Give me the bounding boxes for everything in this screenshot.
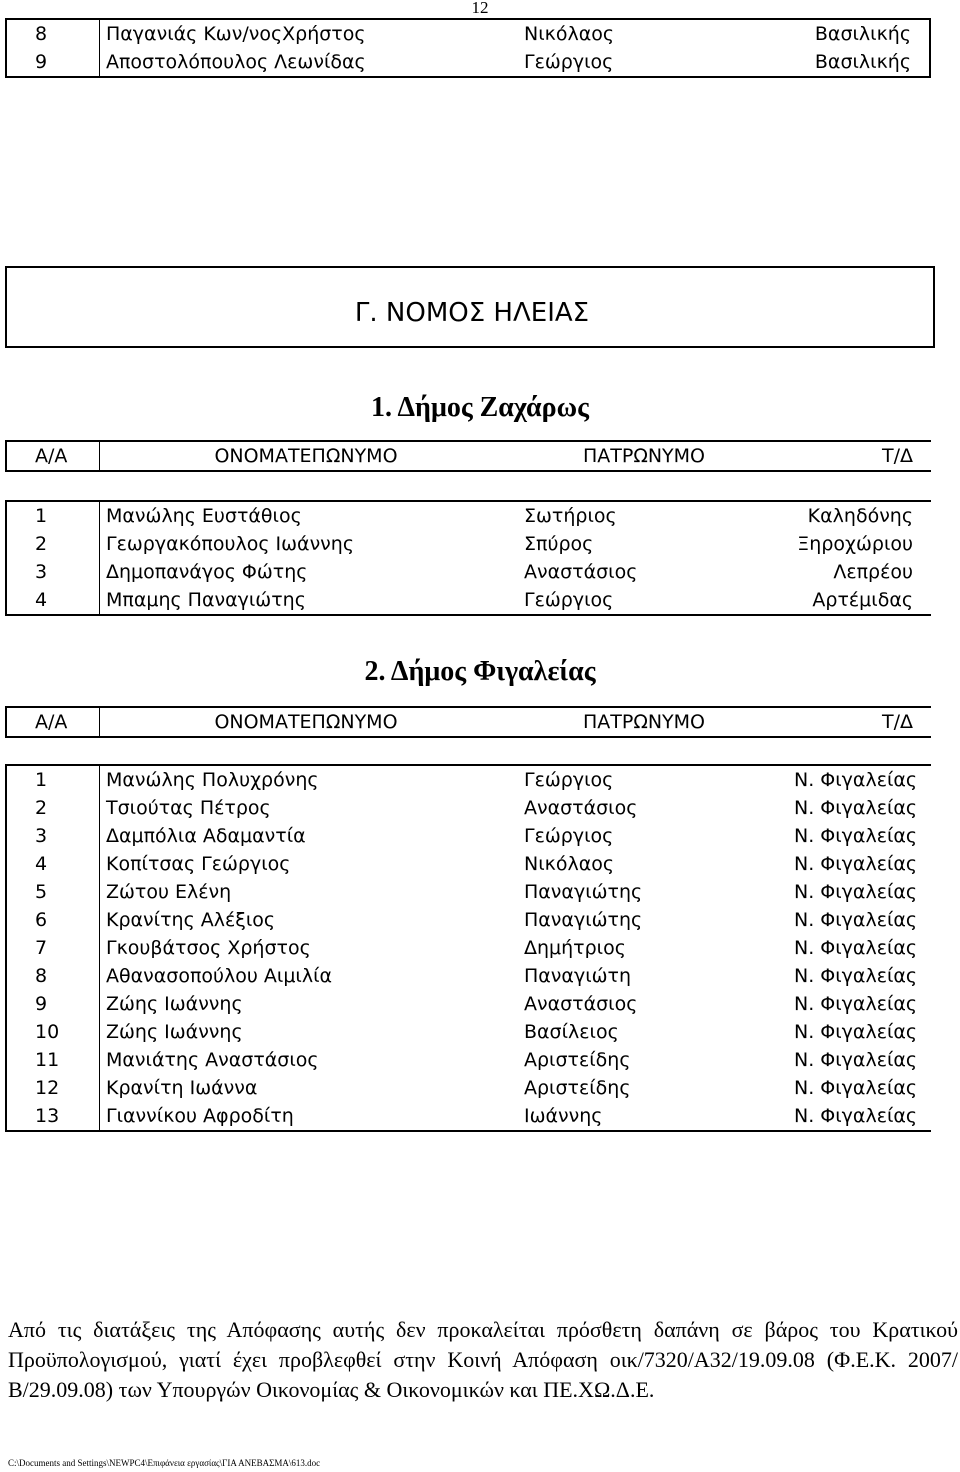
row-fullname: Αθανασοπούλου Αιμιλία [100, 962, 519, 990]
table-figaleia [5, 764, 931, 1132]
row-community: Ν. Φιγαλείας [794, 769, 918, 791]
row-fullname: Τσιούτας Πέτρος [100, 794, 519, 822]
table-row [6, 794, 931, 822]
table-row [6, 1046, 931, 1074]
header-aa: Α/Α [35, 711, 68, 733]
table-row [6, 1074, 931, 1102]
row-community: Ν. Φιγαλείας [794, 993, 918, 1015]
row-community: Ν. Φιγαλείας [794, 1105, 918, 1127]
row-father-name: Ιωάννης [524, 1105, 603, 1127]
row-community: Αρτέμιδας [812, 589, 913, 611]
row-number: 2 [35, 797, 48, 819]
row-community: Λεπρέου [833, 561, 913, 583]
row-community: Ν. Φιγαλείας [794, 797, 918, 819]
row-community: Βασιλικής [814, 51, 911, 73]
row-community: Βασιλικής [814, 23, 911, 45]
row-number: 9 [35, 51, 48, 73]
document-file-path: C:\Documents and Settings\NEWPC4\Επιφάνεια εργασίας\ΓΙΑ ΑΝΕΒΑΣΜΑ\613.doc [8, 1458, 321, 1468]
row-father-name: Σπύρος [524, 533, 594, 555]
row-number: 3 [35, 561, 48, 583]
row-community: Ν. Φιγαλείας [794, 853, 918, 875]
row-father-name: Δημήτριος [524, 937, 626, 959]
row-father-name: Παναγιώτη [524, 965, 632, 987]
row-fullname: Γεωργακόπουλος Ιωάννης [100, 530, 519, 558]
row-father-name: Σωτήριος [524, 505, 617, 527]
row-community: Καληδόνης [807, 505, 913, 527]
row-community: Ξηροχώριου [797, 533, 913, 555]
row-community: Ν. Φιγαλείας [794, 825, 918, 847]
row-father-name: Αναστάσιος [524, 993, 638, 1015]
row-fullname: Παγανιάς Κων/νοςΧρήστος [100, 19, 519, 48]
header-father-name: ΠΑΤΡΩΝΥΜΟ [582, 445, 706, 467]
row-number: 8 [35, 965, 48, 987]
page-number: 12 [471, 0, 489, 17]
header-community: Τ/Δ [881, 711, 913, 733]
row-father-name: Γεώργιος [524, 825, 614, 847]
row-community: Ν. Φιγαλείας [794, 965, 918, 987]
table-header-figaleia [5, 706, 931, 738]
row-number: 13 [35, 1105, 60, 1127]
row-number: 6 [35, 909, 48, 931]
row-fullname: Γιαννίκου Αφροδίτη [100, 1102, 519, 1131]
municipality-title-figaleia: 2. Δήμος Φιγαλείας [364, 656, 596, 687]
table-row [6, 501, 931, 530]
table-row [6, 990, 931, 1018]
row-father-name: Γεώργιος [524, 769, 614, 791]
header-row [6, 707, 931, 737]
row-fullname: Γκουβάτσος Χρήστος [100, 934, 519, 962]
row-number: 4 [35, 853, 48, 875]
row-fullname: Κοπίτσας Γεώργιος [100, 850, 519, 878]
prefecture-box [5, 266, 935, 348]
row-father-name: Αριστείδης [524, 1077, 631, 1099]
row-fullname: Κρανίτης Αλέξιος [100, 906, 519, 934]
row-father-name: Γεώργιος [524, 589, 614, 611]
closing-paragraph: Από τις διατάξεις της Απόφασης αυτής δεν προκαλείται πρόσθετη δαπάνη σε βάρος του Κρατικού Προϋπολογισμού, γιατί έχει προβλεφθεί στην Κοινή Απόφαση οικ/7320/Α32/19.09.08 (Φ.Ε.Κ. 2007/Β/29.09.08) των Υπουργών Οικονομίας & Οικονομικών και ΠΕ.ΧΩ.Δ.Ε. [8, 1317, 958, 1402]
row-community: Ν. Φιγαλείας [794, 1021, 918, 1043]
row-community: Ν. Φιγαλείας [794, 937, 918, 959]
row-father-name: Νικόλαος [524, 853, 615, 875]
table-row [6, 19, 930, 48]
row-community: Ν. Φιγαλείας [794, 881, 918, 903]
header-father-name: ΠΑΤΡΩΝΥΜΟ [582, 711, 706, 733]
row-number: 1 [35, 769, 48, 791]
row-number: 7 [35, 937, 48, 959]
row-number: 11 [35, 1049, 60, 1071]
row-father-name: Βασίλειος [524, 1021, 619, 1043]
row-fullname: Μπαμης Παναγιώτης [100, 586, 519, 615]
table-row [6, 962, 931, 990]
row-father-name: Παναγιώτης [524, 881, 643, 903]
row-fullname: Μανώλης Ευστάθιος [100, 501, 519, 530]
table-row [6, 822, 931, 850]
prefecture-title: Γ. ΝΟΜΟΣ ΗΛΕΙΑΣ [354, 298, 590, 328]
row-number: 12 [35, 1077, 60, 1099]
row-number: 9 [35, 993, 48, 1015]
row-father-name: Αναστάσιος [524, 561, 638, 583]
row-fullname: Ζώτου Ελένη [100, 878, 519, 906]
row-fullname: Κρανίτη Ιωάννα [100, 1074, 519, 1102]
table-row [6, 934, 931, 962]
table-row [6, 878, 931, 906]
header-community: Τ/Δ [881, 445, 913, 467]
row-number: 3 [35, 825, 48, 847]
row-fullname: Αποστολόπουλος Λεωνίδας [100, 48, 519, 77]
row-number: 8 [35, 23, 48, 45]
table-row [6, 530, 931, 558]
continued-table [5, 18, 931, 78]
row-fullname: Δημοπανάγος Φώτης [100, 558, 519, 586]
row-fullname: Ζώης Ιωάννης [100, 1018, 519, 1046]
header-fullname: ΟΝΟΜΑΤΕΠΩΝΥΜΟ [100, 707, 513, 737]
header-fullname: ΟΝΟΜΑΤΕΠΩΝΥΜΟ [100, 441, 513, 471]
table-row [6, 586, 931, 615]
table-row [6, 558, 931, 586]
row-community: Ν. Φιγαλείας [794, 1077, 918, 1099]
row-number: 2 [35, 533, 48, 555]
table-row [6, 850, 931, 878]
row-father-name: Νικόλαος [524, 23, 615, 45]
row-fullname: Δαμπόλια Αδαμαντία [100, 822, 519, 850]
row-number: 4 [35, 589, 48, 611]
header-row [6, 441, 931, 471]
row-number: 5 [35, 881, 48, 903]
row-father-name: Γεώργιος [524, 51, 614, 73]
row-fullname: Ζώης Ιωάννης [100, 990, 519, 1018]
row-number: 1 [35, 505, 48, 527]
municipality-title-zacharo: 1. Δήμος Ζαχάρως [371, 392, 589, 423]
table-row [6, 1018, 931, 1046]
table-row [6, 906, 931, 934]
row-fullname: Μανιάτης Αναστάσιος [100, 1046, 519, 1074]
row-father-name: Αριστείδης [524, 1049, 631, 1071]
row-community: Ν. Φιγαλείας [794, 1049, 918, 1071]
row-fullname: Μανώλης Πολυχρόνης [100, 765, 519, 794]
table-row [6, 765, 931, 794]
row-number: 10 [35, 1021, 60, 1043]
row-community: Ν. Φιγαλείας [794, 909, 918, 931]
row-father-name: Αναστάσιος [524, 797, 638, 819]
table-header-zacharo [5, 440, 931, 472]
header-aa: Α/Α [35, 445, 68, 467]
table-zacharo [5, 500, 931, 616]
row-father-name: Παναγιώτης [524, 909, 643, 931]
table-row [6, 1102, 931, 1131]
table-row [6, 48, 930, 77]
